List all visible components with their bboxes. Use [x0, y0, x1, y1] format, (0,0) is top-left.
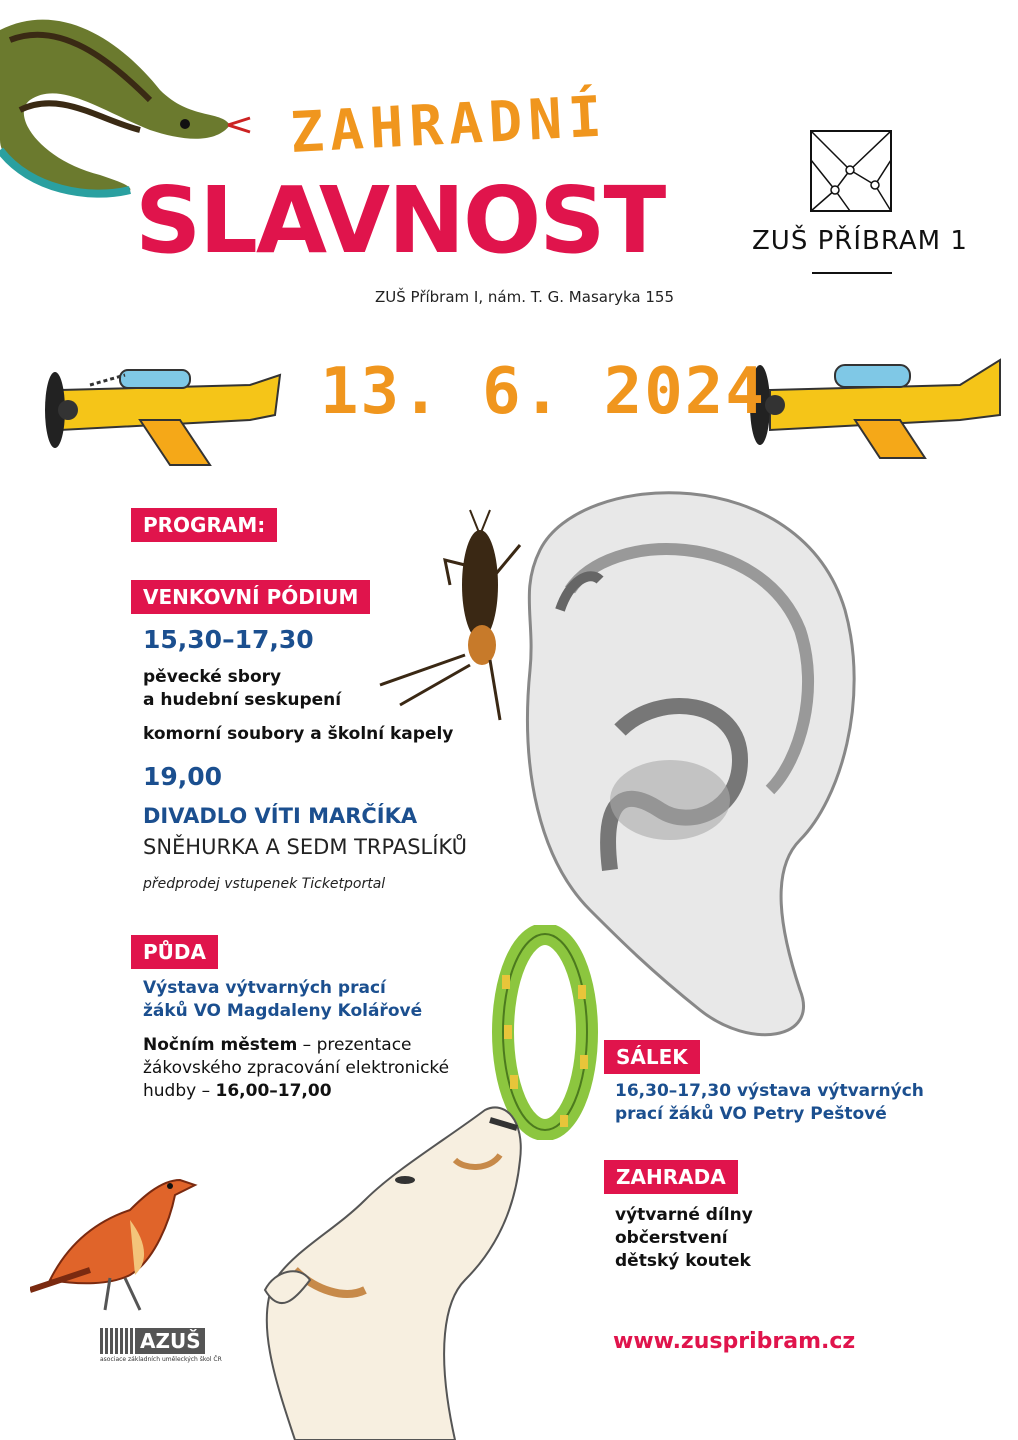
puda-night-bold: Nočním městem: [143, 1035, 298, 1055]
bird-illustration: [30, 1160, 200, 1320]
azus-logo-text: AZUŠ: [136, 1328, 205, 1354]
title-top: ZAHRADNÍ: [288, 84, 610, 166]
airplane-right: [730, 330, 1010, 460]
venkovni-line2: a hudební seskupení: [143, 690, 342, 710]
azus-logo: [100, 1328, 230, 1363]
salek-line1: 16,30–17,30 výstava výtvarných: [615, 1081, 924, 1101]
venkovni-line3: komorní soubory a školní kapely: [143, 724, 454, 744]
event-date: 13. 6. 2024: [320, 355, 766, 429]
theatre-name: DIVADLO VÍTI MARČÍKA: [143, 804, 418, 828]
puda-night3: hudby –: [143, 1081, 216, 1101]
address: ZUŠ Příbram I, nám. T. G. Masaryka 155: [375, 288, 675, 306]
puda-night-time: 16,00–17,00: [215, 1081, 332, 1101]
airplane-left: [20, 340, 290, 470]
cricket-illustration: [370, 505, 530, 725]
logo-underline: [812, 272, 892, 274]
venkovni-time2: 19,00: [143, 762, 223, 791]
puda-exhibit2: žáků VO Magdaleny Kolářové: [143, 1001, 423, 1021]
venkovni-tag: VENKOVNÍ PÓDIUM: [131, 580, 370, 614]
puda-night-line3: [143, 1080, 332, 1103]
venkovni-time1: 15,30–17,30: [143, 625, 314, 654]
salek-tag: SÁLEK: [604, 1040, 700, 1074]
zus-logo-icon: [810, 130, 892, 212]
presale-note: předprodej vstupenek Ticketportal: [143, 876, 386, 892]
puda-night-line1: [143, 1034, 412, 1057]
play-name: SNĚHURKA A SEDM TRPASLÍKŮ: [143, 835, 468, 859]
title-main: SLAVNOST: [135, 167, 665, 274]
dog-illustration: [255, 1100, 555, 1440]
salek-line2: prací žáků VO Petry Peštové: [615, 1104, 887, 1124]
puda-night-rest: – prezentace: [297, 1035, 412, 1055]
azus-subtitle: asociace základních uměleckých škol ČR: [100, 1356, 222, 1363]
zahrada-item: dětský koutek: [615, 1251, 751, 1271]
zahrada-tag: ZAHRADA: [604, 1160, 738, 1194]
logo-text: ZUŠ PŘÍBRAM 1: [752, 226, 968, 256]
zahrada-item: výtvarné dílny: [615, 1205, 753, 1225]
azus-stripes-icon: [100, 1328, 136, 1354]
puda-tag: PŮDA: [131, 935, 218, 969]
website-link[interactable]: www.zuspribram.cz: [613, 1329, 856, 1354]
zahrada-item: občerstvení: [615, 1228, 728, 1248]
puda-exhibit1: Výstava výtvarných prací: [143, 978, 386, 998]
program-label: PROGRAM:: [131, 508, 277, 542]
venkovni-line1: pěvecké sbory: [143, 667, 282, 687]
puda-night-line2: žákovského zpracování elektronické: [143, 1058, 450, 1078]
